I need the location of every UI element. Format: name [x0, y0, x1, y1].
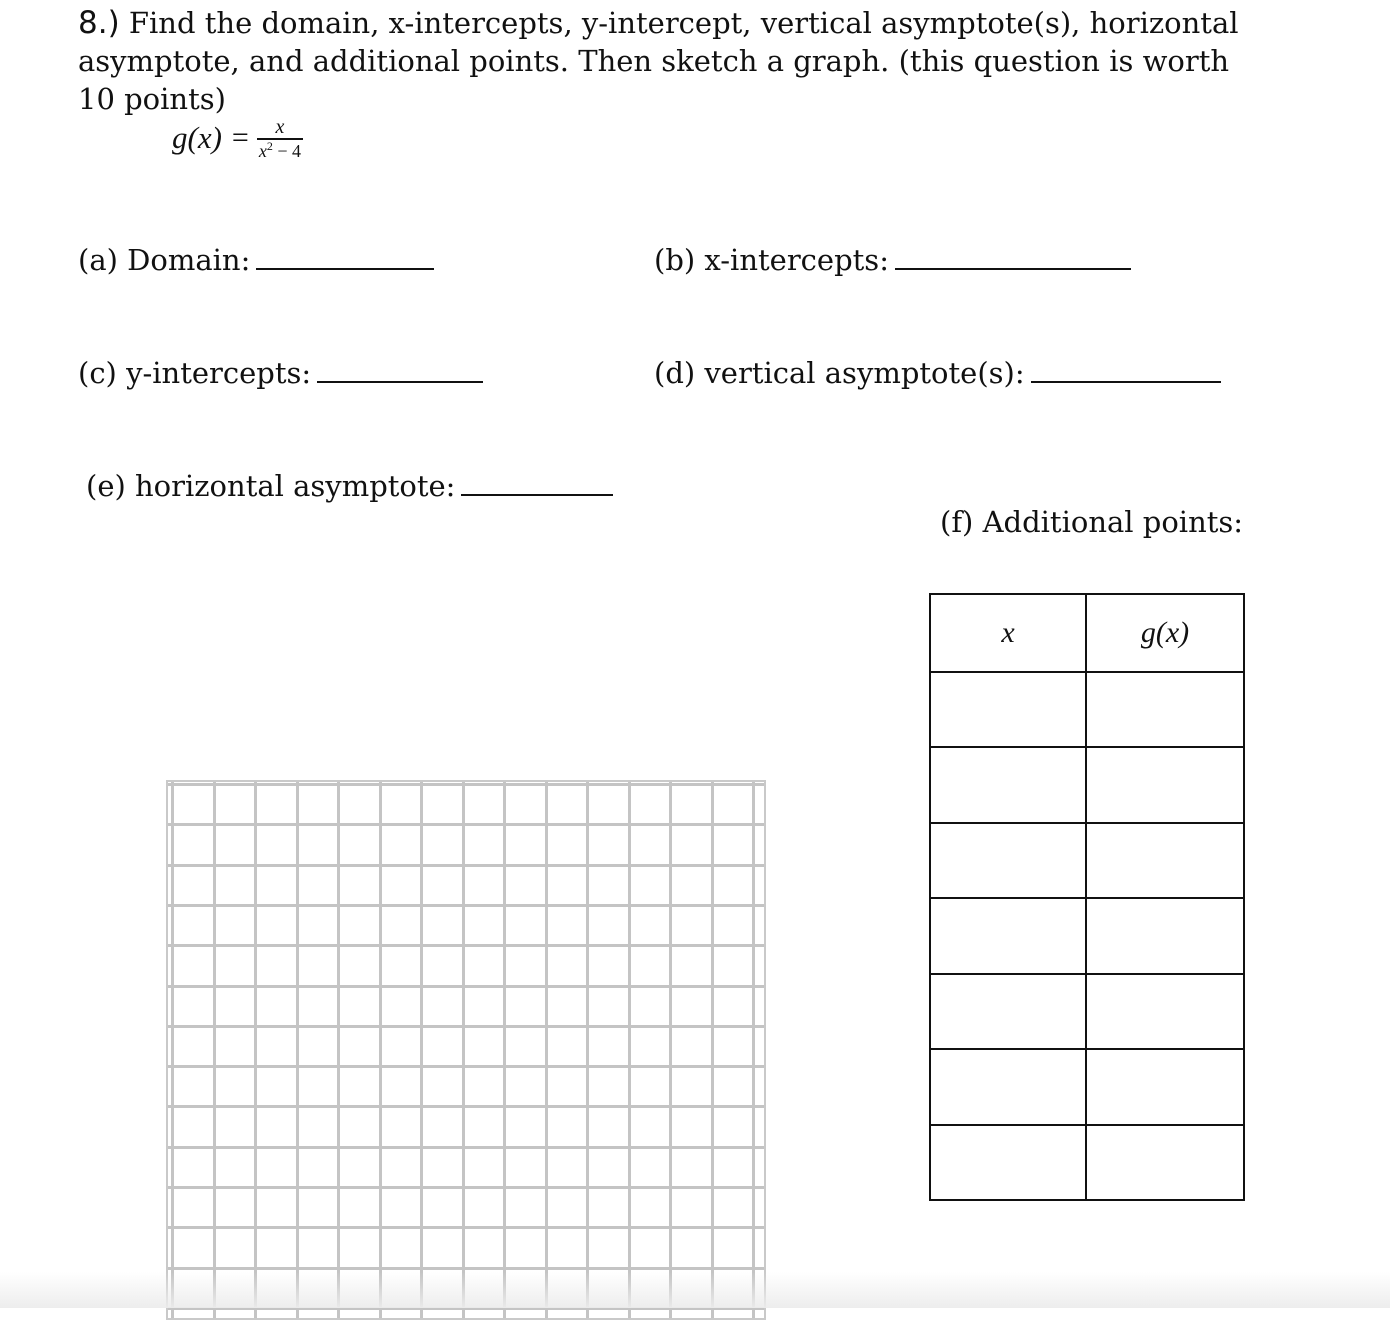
vertical-asymptotes-answer-blank[interactable] — [1031, 381, 1221, 383]
table-row — [930, 1049, 1244, 1124]
x-cell[interactable] — [930, 1125, 1086, 1200]
gx-cell[interactable] — [1086, 1125, 1244, 1200]
question-number: 8.) — [78, 5, 120, 41]
gx-cell[interactable] — [1086, 1049, 1244, 1124]
x-cell[interactable] — [930, 1049, 1086, 1124]
x-cell[interactable] — [930, 823, 1086, 898]
x-cell[interactable] — [930, 672, 1086, 747]
vertical-asymptotes-label: (d) vertical asymptote(s): — [654, 356, 1025, 390]
y-intercepts-field — [78, 355, 483, 391]
horizontal-asymptote-label: (e) horizontal asymptote: — [86, 469, 456, 503]
x-cell[interactable] — [930, 747, 1086, 822]
function-name: g(x) — [172, 120, 222, 155]
page-bottom-shadow — [0, 1272, 1390, 1308]
table-row — [930, 898, 1244, 973]
function-formula — [172, 108, 303, 168]
horizontal-asymptote-answer-blank[interactable] — [461, 494, 613, 496]
equals-sign: = — [231, 121, 249, 154]
fraction-numerator: x — [275, 116, 285, 138]
domain-label: (a) Domain: — [78, 243, 251, 277]
gx-cell[interactable] — [1086, 974, 1244, 1049]
x-cell[interactable] — [930, 974, 1086, 1049]
x-column-header: x — [930, 594, 1086, 672]
question-instructions: Find the domain, x-intercepts, y-intercept, vertical asymptote(s), horizontal asymptote, and additional points. Then sketch a graph. (this question is worth 10 points) — [78, 6, 1239, 116]
gx-cell[interactable] — [1086, 898, 1244, 973]
fraction — [257, 116, 303, 164]
graph-grid[interactable] — [166, 780, 766, 1320]
graph-grid-lines — [168, 782, 764, 1318]
fraction-denominator — [257, 140, 303, 164]
gx-cell[interactable] — [1086, 672, 1244, 747]
table-row — [930, 974, 1244, 1049]
denominator-rest: − 4 — [272, 141, 301, 161]
denominator-base: x — [258, 141, 267, 161]
gx-column-header: g(x) — [1086, 594, 1244, 672]
denominator-exponent: 2 — [266, 139, 273, 153]
vertical-asymptotes-field — [654, 355, 1221, 391]
gx-cell[interactable] — [1086, 823, 1244, 898]
table-row — [930, 1125, 1244, 1200]
gx-cell[interactable] — [1086, 747, 1244, 822]
horizontal-asymptote-field — [86, 468, 613, 504]
x-cell[interactable] — [930, 898, 1086, 973]
table-row — [930, 747, 1244, 822]
additional-points-table — [929, 593, 1245, 1201]
table-row — [930, 823, 1244, 898]
table-body — [930, 672, 1244, 1200]
table-header-row — [930, 594, 1244, 672]
y-intercepts-answer-blank[interactable] — [317, 381, 483, 383]
domain-field — [78, 242, 434, 278]
x-intercepts-answer-blank[interactable] — [895, 268, 1131, 270]
question-text — [78, 4, 1258, 118]
domain-answer-blank[interactable] — [256, 268, 434, 270]
x-intercepts-field — [654, 242, 1131, 278]
additional-points-label: (f) Additional points: — [940, 505, 1244, 539]
x-intercepts-label: (b) x-intercepts: — [654, 243, 889, 277]
table-row — [930, 672, 1244, 747]
y-intercepts-label: (c) y-intercepts: — [78, 356, 312, 390]
